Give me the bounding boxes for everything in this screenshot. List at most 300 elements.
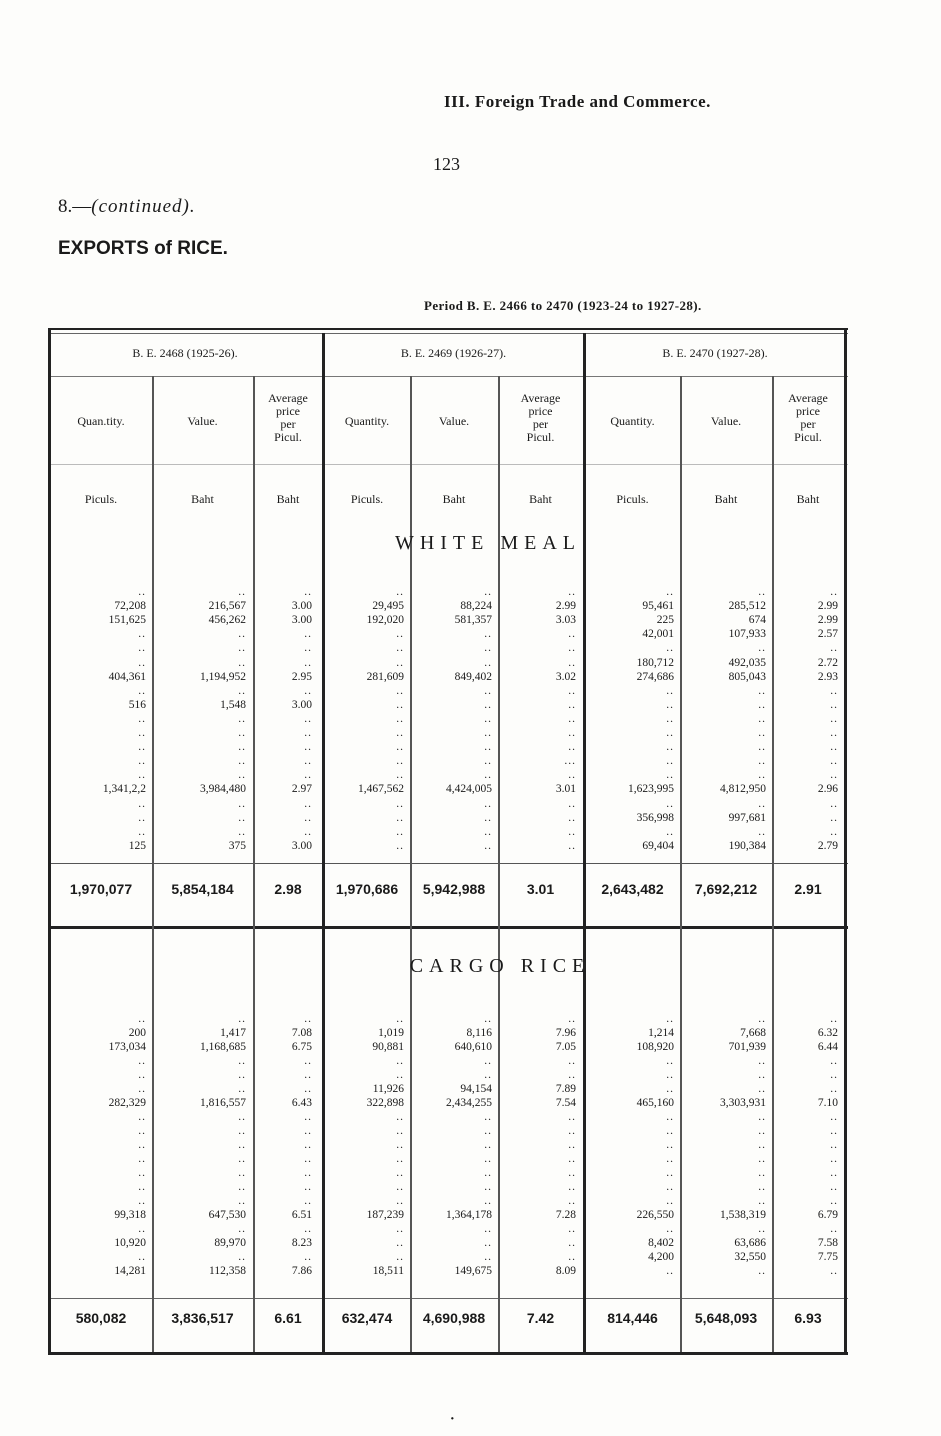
cell-quantity-2468: ..	[138, 1013, 146, 1025]
cell-value-2468: ..	[238, 727, 246, 739]
cell-value-2469: ..	[484, 698, 492, 711]
cell-quantity-2468: ..	[138, 684, 146, 697]
cell-value-2469: ..	[484, 1125, 492, 1137]
cell-avg-2470: 2.93	[817, 670, 838, 683]
rule-top	[48, 328, 848, 330]
cell-value-2470: 7,668	[740, 1027, 766, 1039]
unit-baht-avg-2469: Baht	[529, 492, 552, 506]
cell-quantity-2469: ..	[396, 1181, 404, 1193]
cell-avg-2468: 7.86	[291, 1265, 312, 1277]
cell-quantity-2469: ..	[396, 1125, 404, 1137]
cell-quantity-2470: ..	[666, 1069, 674, 1081]
cell-avg-2469: ..	[568, 825, 576, 838]
cell-avg-2470: 6.44	[817, 1041, 838, 1053]
cell-avg-2470: 2.72	[817, 656, 838, 669]
cell-avg-2468: ..	[304, 1139, 312, 1151]
cell-value-2468: 1,548	[220, 698, 246, 711]
cell-avg-2469: ..	[568, 811, 576, 824]
cell-value-2469: 88,224	[460, 600, 492, 613]
cell-quantity-2470: 69,404	[642, 839, 674, 852]
cell-quantity-2469: ..	[396, 839, 404, 852]
cell-value-2468: ..	[238, 642, 246, 655]
cell-quantity-2469: 322,898	[366, 1097, 404, 1109]
cell-quantity-2468: ..	[138, 1223, 146, 1235]
cell-quantity-2468: ..	[138, 811, 146, 824]
cell-quantity-2470: ..	[666, 741, 674, 754]
cell-quantity-2468: ..	[138, 656, 146, 669]
col-value-2469: Value.	[438, 414, 470, 428]
cell-quantity-2470: ..	[666, 1013, 674, 1025]
cell-value-2469: ..	[484, 811, 492, 824]
cell-value-2469: ..	[484, 769, 492, 782]
cell-quantity-2468: ..	[138, 1181, 146, 1193]
cell-quantity-2468: ..	[138, 825, 146, 838]
cell-value-2469: 4,424,005	[446, 783, 492, 796]
section-label	[58, 196, 196, 218]
cell-value-2468: ..	[238, 684, 246, 697]
cell-avg-2470: 7.58	[817, 1237, 838, 1249]
cell-quantity-2470: ..	[666, 586, 674, 598]
cell-quantity-2468: 173,034	[108, 1041, 146, 1053]
cell-value-2470: ..	[758, 712, 766, 725]
section-title-cargo-rice: CARGO RICE	[409, 955, 591, 977]
cell-quantity-2470: 42,001	[642, 628, 674, 641]
cell-quantity-2468: ..	[138, 1069, 146, 1081]
col-avg-2469	[498, 392, 583, 444]
cell-avg-2470: ..	[830, 1195, 838, 1207]
cell-avg-2469: ..	[568, 1181, 576, 1193]
cell-value-2470: ..	[758, 1167, 766, 1179]
col-quantity-2468: Quan.tity.	[77, 414, 125, 428]
cell-avg-2470: ..	[830, 1153, 838, 1165]
cell-avg-2468: ..	[304, 769, 312, 782]
cell-avg-2468: ..	[304, 1069, 312, 1081]
cell-quantity-2470: ..	[666, 1223, 674, 1235]
cell-value-2470: ..	[758, 797, 766, 810]
cell-value-2470: 285,512	[728, 600, 766, 613]
cell-quantity-2468: ..	[138, 712, 146, 725]
avg-word-2: price	[276, 404, 300, 418]
cell-value-2469: ..	[484, 741, 492, 754]
cell-avg-2468: ..	[304, 1125, 312, 1137]
avg-word-3: per	[280, 417, 296, 431]
unit-piculs-2469: Piculs.	[350, 492, 384, 506]
cell-value-2470: 1,538,319	[720, 1209, 766, 1221]
rule-top-inner	[48, 333, 848, 334]
cell-value-2468: ..	[238, 1055, 246, 1067]
cell-avg-2468: ..	[304, 712, 312, 725]
cell-avg-2470: ..	[830, 1083, 838, 1095]
cell-avg-2469: 7.54	[555, 1097, 576, 1109]
cell-quantity-2470: ..	[666, 1055, 674, 1067]
cell-avg-2470: ..	[830, 1139, 838, 1151]
cell-quantity-2469: 90,881	[372, 1041, 404, 1053]
total-avg-2470: 2.91	[794, 881, 822, 897]
cell-quantity-2470: 465,160	[636, 1097, 674, 1109]
avg-word-1: Average	[268, 391, 308, 405]
cell-avg-2470: ..	[830, 684, 838, 697]
cell-avg-2470: ..	[830, 1223, 838, 1235]
cell-avg-2470: 6.79	[817, 1209, 838, 1221]
cell-quantity-2469: ..	[396, 755, 404, 768]
cell-value-2468: ..	[238, 825, 246, 838]
cell-value-2468: ..	[238, 586, 246, 598]
cell-avg-2468: ..	[304, 797, 312, 810]
cell-avg-2468: ..	[304, 684, 312, 697]
rule-bottom	[48, 1352, 848, 1355]
unit-piculs-2468: Piculs.	[84, 492, 118, 506]
cell-avg-2468: 2.95	[291, 670, 312, 683]
section-prefix: 8.—	[58, 196, 92, 217]
unit-baht-avg-2470: Baht	[796, 492, 820, 506]
year-header-2470: B. E. 2470 (1927-28).	[662, 346, 768, 360]
cell-quantity-2469: ..	[396, 811, 404, 824]
cell-quantity-2468: ..	[138, 1083, 146, 1095]
cell-quantity-2468: ..	[138, 797, 146, 810]
cell-quantity-2470: 1,214	[648, 1027, 674, 1039]
col-quantity-2470: Quantity.	[610, 414, 655, 428]
cell-value-2470: ..	[758, 586, 766, 598]
rule-colhead	[48, 464, 848, 465]
cell-quantity-2469: ..	[396, 628, 404, 641]
total-quantity-2469: 632,474	[341, 1310, 393, 1326]
cell-avg-2469: ..	[568, 1125, 576, 1137]
cell-avg-2468: ..	[304, 811, 312, 824]
cell-avg-2470: ..	[830, 1069, 838, 1081]
rule-cargo-total-top	[48, 1298, 848, 1299]
cell-avg-2469: ..	[568, 769, 576, 782]
cell-avg-2470: ..	[830, 797, 838, 810]
cell-avg-2469: 8.09	[555, 1265, 576, 1277]
cell-quantity-2468: ..	[138, 755, 146, 768]
cell-quantity-2470: ..	[666, 797, 674, 810]
cell-value-2468: ..	[238, 741, 246, 754]
cell-quantity-2468: 151,625	[108, 614, 146, 627]
cell-quantity-2468: 72,208	[114, 600, 146, 613]
cell-value-2470: ..	[758, 1083, 766, 1095]
total-value-2468: 5,854,184	[171, 881, 234, 897]
cell-value-2470: 674	[748, 614, 766, 627]
cell-quantity-2468: ..	[138, 1111, 146, 1123]
cell-avg-2468: 8.23	[291, 1237, 312, 1249]
cell-avg-2470: ..	[830, 1111, 838, 1123]
cell-quantity-2469: ..	[396, 1223, 404, 1235]
cell-avg-2469: 3.03	[555, 614, 576, 627]
cell-quantity-2468: ..	[138, 769, 146, 782]
cell-quantity-2470: ..	[666, 1125, 674, 1137]
cell-avg-2469: ..	[568, 1069, 576, 1081]
cell-value-2470: ..	[758, 727, 766, 739]
cell-value-2470: 63,686	[734, 1237, 766, 1249]
cell-value-2469: ..	[484, 1055, 492, 1067]
rule-white-total-bottom	[48, 926, 848, 929]
cell-value-2468: ..	[238, 755, 246, 768]
cell-avg-2469: ..	[568, 1251, 576, 1263]
rule-year	[48, 376, 848, 377]
col-quantity-2469: Quantity.	[344, 414, 390, 428]
cell-value-2469: ..	[484, 1069, 492, 1081]
cell-value-2470: 3,303,931	[720, 1097, 766, 1109]
cell-quantity-2469: ..	[396, 586, 404, 598]
avg-word-3: per	[800, 417, 816, 431]
total-quantity-2468: 580,082	[75, 1310, 127, 1326]
cell-value-2469: 149,675	[454, 1265, 492, 1277]
cell-quantity-2468: ..	[138, 628, 146, 641]
cell-value-2469: 1,364,178	[446, 1209, 492, 1221]
cell-value-2468: ..	[238, 1195, 246, 1207]
cell-avg-2468: ..	[304, 586, 312, 598]
cell-value-2469: 8,116	[466, 1027, 492, 1039]
page-dot-mark: ·	[449, 1408, 456, 1430]
cell-quantity-2470: 95,461	[642, 600, 674, 613]
cell-avg-2468: 3.00	[291, 600, 312, 613]
cell-value-2469: ..	[484, 1167, 492, 1179]
total-value-2470: 7,692,212	[694, 881, 758, 897]
cell-quantity-2469: ..	[396, 769, 404, 782]
cell-avg-2470: 2.99	[817, 614, 838, 627]
cell-avg-2468: 6.51	[291, 1209, 312, 1221]
cell-value-2470: ..	[758, 684, 766, 697]
cell-quantity-2468: 99,318	[114, 1209, 146, 1221]
cell-value-2469: ..	[484, 1181, 492, 1193]
cell-avg-2469: 7.28	[555, 1209, 576, 1221]
cell-avg-2468: ..	[304, 1083, 312, 1095]
cell-avg-2470: ..	[830, 712, 838, 725]
cell-quantity-2468: ..	[138, 1167, 146, 1179]
cell-avg-2469: ..	[568, 1195, 576, 1207]
cell-quantity-2468: 200	[128, 1027, 146, 1039]
cell-avg-2468: 7.08	[291, 1027, 312, 1039]
total-avg-2468: 2.98	[274, 881, 302, 897]
cell-avg-2468: ..	[304, 1111, 312, 1123]
col-avg-2468	[253, 392, 323, 444]
cell-quantity-2470: ..	[666, 642, 674, 655]
cell-quantity-2468: ..	[138, 1125, 146, 1137]
rule-col-4	[498, 376, 500, 1352]
total-quantity-2470: 814,446	[607, 1310, 658, 1326]
cell-value-2469: ..	[484, 586, 492, 598]
cell-avg-2470: 7.10	[817, 1097, 838, 1109]
total-value-2469: 4,690,988	[422, 1310, 486, 1326]
cell-avg-2468: 2.97	[291, 783, 312, 796]
total-avg-2469: 3.01	[526, 881, 555, 897]
cell-value-2468: ..	[238, 656, 246, 669]
cell-quantity-2470: ..	[666, 712, 674, 725]
cell-avg-2470: ..	[830, 825, 838, 838]
cell-avg-2470: ..	[830, 811, 838, 824]
cell-quantity-2469: ..	[396, 1195, 404, 1207]
cell-quantity-2470: ..	[666, 1153, 674, 1165]
cell-value-2469: ..	[484, 1153, 492, 1165]
rule-right	[844, 328, 847, 1352]
rule-col-2	[253, 376, 255, 1352]
total-avg-2468: 6.61	[274, 1310, 302, 1326]
cell-value-2468: 89,970	[214, 1237, 246, 1249]
cell-quantity-2469: 29,495	[372, 600, 404, 613]
cell-value-2469: ..	[484, 1111, 492, 1123]
cell-quantity-2468: 125	[128, 839, 146, 852]
cell-avg-2470: ..	[830, 698, 838, 711]
cell-avg-2469: ..	[568, 839, 576, 852]
cell-value-2470: 997,681	[728, 811, 766, 824]
avg-word-1: Average	[788, 391, 828, 405]
cell-value-2468: 456,262	[208, 614, 246, 627]
cell-value-2470: 190,384	[728, 839, 766, 852]
cell-quantity-2469: ..	[396, 1111, 404, 1123]
cell-value-2470: ..	[758, 825, 766, 838]
cell-value-2469: ..	[484, 642, 492, 655]
cell-quantity-2469: ..	[396, 698, 404, 711]
cell-value-2468: 375	[228, 839, 246, 852]
cell-avg-2469: ..	[568, 741, 576, 754]
cell-avg-2470: 2.96	[817, 783, 838, 796]
cell-avg-2468: ..	[304, 1013, 312, 1025]
total-quantity-2469: 1,970,686	[335, 881, 399, 897]
cell-value-2469: 2,434,255	[446, 1097, 492, 1109]
cell-quantity-2470: 8,402	[648, 1237, 674, 1249]
cell-value-2468: ..	[238, 1167, 246, 1179]
cell-avg-2468: ..	[304, 1251, 312, 1263]
cell-quantity-2470: ..	[666, 698, 674, 711]
cell-avg-2470: ..	[830, 1013, 838, 1025]
cell-value-2470: ..	[758, 755, 766, 768]
cell-avg-2470: ..	[830, 741, 838, 754]
cell-value-2470: ..	[758, 1195, 766, 1207]
cell-quantity-2468: ..	[138, 741, 146, 754]
cell-quantity-2469: 1,467,562	[358, 783, 404, 796]
cell-value-2470: 107,933	[728, 628, 766, 641]
cell-quantity-2469: 11,926	[372, 1083, 404, 1095]
cell-value-2470: 805,043	[728, 670, 766, 683]
cell-quantity-2468: ..	[138, 1055, 146, 1067]
col-avg-2470	[772, 392, 844, 444]
page-number: 123	[433, 154, 460, 174]
cell-avg-2468: ..	[304, 1153, 312, 1165]
section-continued: (continued).	[91, 196, 196, 217]
cell-quantity-2470: ..	[666, 825, 674, 838]
total-avg-2469: 7.42	[526, 1310, 555, 1326]
cell-value-2470: ..	[758, 1125, 766, 1137]
unit-baht-avg-2468: Baht	[276, 492, 300, 506]
cell-value-2468: ..	[238, 1111, 246, 1123]
cell-quantity-2468: ..	[138, 727, 146, 739]
chapter-title: III. Foreign Trade and Commerce.	[444, 92, 711, 111]
cell-quantity-2470: ..	[666, 1181, 674, 1193]
cell-value-2470: ..	[758, 1069, 766, 1081]
cell-avg-2468: 6.75	[291, 1041, 312, 1053]
cell-value-2470: ..	[758, 1055, 766, 1067]
cell-avg-2469: ..	[568, 1055, 576, 1067]
avg-word-4: Picul.	[526, 430, 555, 444]
cell-avg-2468: 3.00	[291, 614, 312, 627]
cell-avg-2468: ..	[304, 755, 312, 768]
table-title: EXPORTS of RICE.	[58, 238, 228, 259]
year-header-2468: B. E. 2468 (1925-26).	[132, 346, 238, 360]
avg-word-1: Average	[520, 391, 561, 405]
cell-avg-2469: 3.02	[555, 670, 576, 683]
cell-value-2470: 492,035	[728, 656, 766, 669]
cell-avg-2470: ..	[830, 1181, 838, 1193]
cell-value-2469: ..	[484, 1139, 492, 1151]
avg-word-4: Picul.	[274, 430, 302, 444]
cell-quantity-2469: ..	[396, 1153, 404, 1165]
cell-quantity-2468: 10,920	[114, 1237, 146, 1249]
total-avg-2470: 6.93	[794, 1310, 822, 1326]
cell-value-2469: 640,610	[454, 1041, 492, 1053]
cell-avg-2468: ..	[304, 1181, 312, 1193]
avg-word-2: price	[796, 404, 820, 418]
total-quantity-2470: 2,643,482	[601, 881, 664, 897]
total-value-2468: 3,836,517	[171, 1310, 234, 1326]
cell-avg-2469: ..	[568, 1139, 576, 1151]
cell-value-2470: 701,939	[728, 1041, 766, 1053]
cell-avg-2470: ..	[830, 755, 838, 768]
cell-avg-2468: ..	[304, 727, 312, 739]
cell-value-2468: ..	[238, 797, 246, 810]
cell-value-2468: ..	[238, 1125, 246, 1137]
cell-avg-2470: 2.79	[817, 839, 838, 852]
cell-quantity-2470: 1,623,995	[628, 783, 674, 796]
cell-value-2469: 849,402	[454, 670, 492, 683]
cell-quantity-2468: ..	[138, 586, 146, 598]
cell-quantity-2470: ..	[666, 769, 674, 782]
cell-avg-2469: ..	[568, 1111, 576, 1123]
cell-avg-2469: ..	[568, 628, 576, 641]
cell-avg-2470: ..	[830, 1265, 838, 1277]
cell-value-2469: 581,357	[454, 614, 492, 627]
cell-value-2470: 4,812,950	[720, 783, 766, 796]
cell-quantity-2468: 14,281	[114, 1265, 146, 1277]
rule-col-6	[772, 376, 774, 1352]
cell-avg-2469: ..	[568, 642, 576, 655]
cell-value-2470: ..	[758, 1153, 766, 1165]
cell-quantity-2469: ..	[396, 1251, 404, 1263]
cell-avg-2468: 3.00	[291, 839, 312, 852]
cell-value-2468: ..	[238, 1153, 246, 1165]
cell-quantity-2470: ..	[666, 1265, 674, 1277]
cell-avg-2468: ..	[304, 1223, 312, 1235]
cell-quantity-2468: ..	[138, 642, 146, 655]
cell-quantity-2469: 281,609	[366, 670, 404, 683]
cell-value-2470: ..	[758, 698, 766, 711]
cell-quantity-2468: 516	[128, 698, 146, 711]
cell-avg-2470: ..	[830, 586, 838, 598]
cell-value-2470: ..	[758, 1265, 766, 1277]
cell-value-2468: 216,567	[208, 600, 246, 613]
cell-avg-2468: ..	[304, 741, 312, 754]
cell-avg-2469: ..	[568, 1223, 576, 1235]
cell-avg-2470: 2.57	[817, 628, 838, 641]
cell-quantity-2468: 1,341,2,2	[102, 783, 146, 796]
cell-quantity-2470: ..	[666, 727, 674, 739]
cell-avg-2469: 7.05	[555, 1041, 576, 1053]
cell-avg-2469: ..	[568, 586, 576, 598]
cell-value-2470: ..	[758, 741, 766, 754]
cell-avg-2468: ..	[304, 642, 312, 655]
cell-value-2468: 3,984,480	[200, 783, 246, 796]
cell-quantity-2470: 108,920	[636, 1041, 674, 1053]
cell-quantity-2470: ..	[666, 1195, 674, 1207]
cell-avg-2469: ..	[568, 1153, 576, 1165]
cell-value-2468: 1,816,557	[200, 1097, 246, 1109]
cell-avg-2468: ..	[304, 1055, 312, 1067]
total-value-2470: 5,648,093	[694, 1310, 758, 1326]
cell-avg-2470: 2.99	[817, 600, 838, 613]
avg-word-2: price	[528, 404, 553, 418]
cell-avg-2469: 3.01	[555, 783, 576, 796]
cell-avg-2470: ..	[830, 1125, 838, 1137]
cell-quantity-2469: ..	[396, 712, 404, 725]
